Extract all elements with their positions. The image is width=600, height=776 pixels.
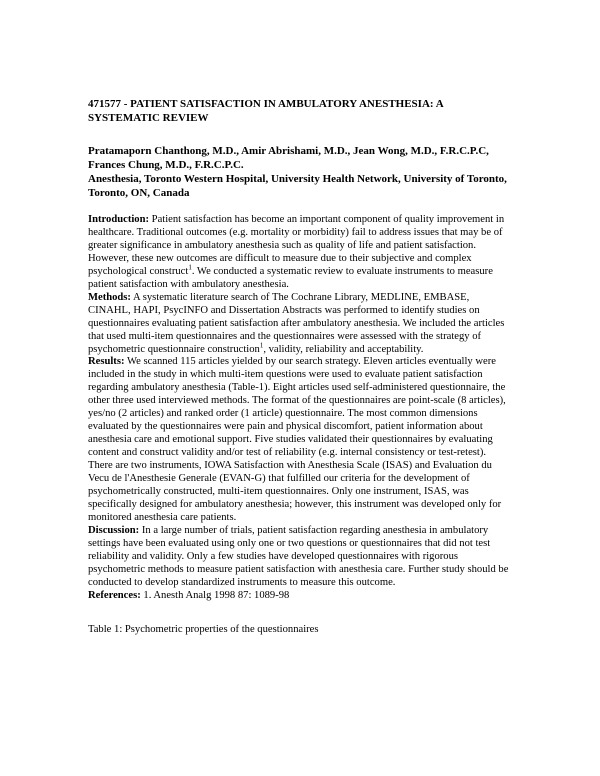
author-list: Pratamaporn Chanthong, M.D., Amir Abrishami, M.D., Jean Wong, M.D., F.R.C.P.C, Frances Chung, M.D., F.R.C.P.C. <box>88 145 489 171</box>
methods-text: A systematic literature search of The Cochrane Library, MEDLINE, EMBASE, CINAHL, HAPI, PsycINFO and Dissertation Abstracts was performed to identify studies on questionnaires evaluating patient satisfaction after ambulatory anesthesia. We included the articles that used multi-item questionnaires and the questionnaires were assessed with the strategy of psychometric questionnaire construction <box>88 291 505 355</box>
abstract-title: 471577 - PATIENT SATISFACTION IN AMBULATORY ANESTHESIA: A SYSTEMATIC REVIEW <box>88 98 444 124</box>
affiliation: Anesthesia, Toronto Western Hospital, University Health Network, University of Toronto, Toronto, ON, Canada <box>88 173 507 199</box>
discussion-label: Discussion: <box>88 524 140 536</box>
table-caption: Table 1: Psychometric properties of the questionnaires <box>88 623 319 635</box>
introduction-text-continued: . We conducted a systematic review to evaluate instruments to measure patient satisfaction with ambulatory anesthesia. <box>88 265 493 290</box>
introduction-text: Patient satisfaction has become an important component of quality improvement in healthcare. Traditional outcomes (e.g. mortality or morbidity) fail to address issues that may be of greater significance in ambulatory anesthesia such as quality of life and patient satisfaction. However, these new outcomes are difficult to measure due to their subjective and complex psychological construct <box>88 214 505 277</box>
methods-label: Methods: <box>88 291 131 303</box>
results-text: We scanned 115 articles yielded by our search strategy. Eleven articles eventually were included in the study in which multi-item questions were used to evaluate patient satisfaction regarding ambulatory anesthesia (Table-1). Eight articles used self-administered questionnaire, the other three used interviewed methods. The format of the questionnaires are point-scale (8 articles), yes/no (2 articles) and ranked order (1 article) questionnaire. The most common dimensions evaluated by the questionnaires were pain and physical discomfort, patient information about anesthesia care and emotional support. Five studies validated their questionnaires by evaluating content and construct validity and/or test of reliability (e.g. internal consistency or test-retest). There are two instruments, IOWA Satisfaction with Anesthesia Scale (ISAS) and Evaluation du Vecu de l'Anesthesie Generale (EVAN-G) that fulfilled our criteria for the development of psychometrically constructed, multi-item questionnaires. Only one instrument, ISAS, was specifically designed for ambulatory anesthesia; however, this instrument was developed only for monitored anesthesia care patients. <box>88 356 506 523</box>
introduction-label: Introduction: <box>88 214 150 225</box>
methods-citation: 1 <box>259 341 264 349</box>
abstract-page <box>88 97 513 636</box>
results-section <box>88 356 513 524</box>
author-block <box>88 144 513 200</box>
references-text: 1. Anesth Analg 1998 87: 1089-98 <box>140 589 290 601</box>
references-label: References: <box>88 589 141 601</box>
introduction-citation: 1 <box>188 263 192 272</box>
discussion-section <box>88 525 513 590</box>
introduction-section <box>88 214 513 292</box>
references-section <box>88 590 513 603</box>
discussion-text: In a large number of trials, patient satisfaction regarding anesthesia in ambulatory settings have been evaluated using only one or two questions or questionnaires that did not test reliability and validity. Only a few studies have developed questionnaires with rigorous psychometric methods to measure patient satisfaction with anesthesia care. Further study should be conducted to develop standardized instruments to measure this outcome. <box>88 524 509 588</box>
methods-section <box>88 292 513 357</box>
results-label: Results: <box>88 356 125 368</box>
methods-text-continued: , validity, reliability and acceptability. <box>263 343 424 355</box>
